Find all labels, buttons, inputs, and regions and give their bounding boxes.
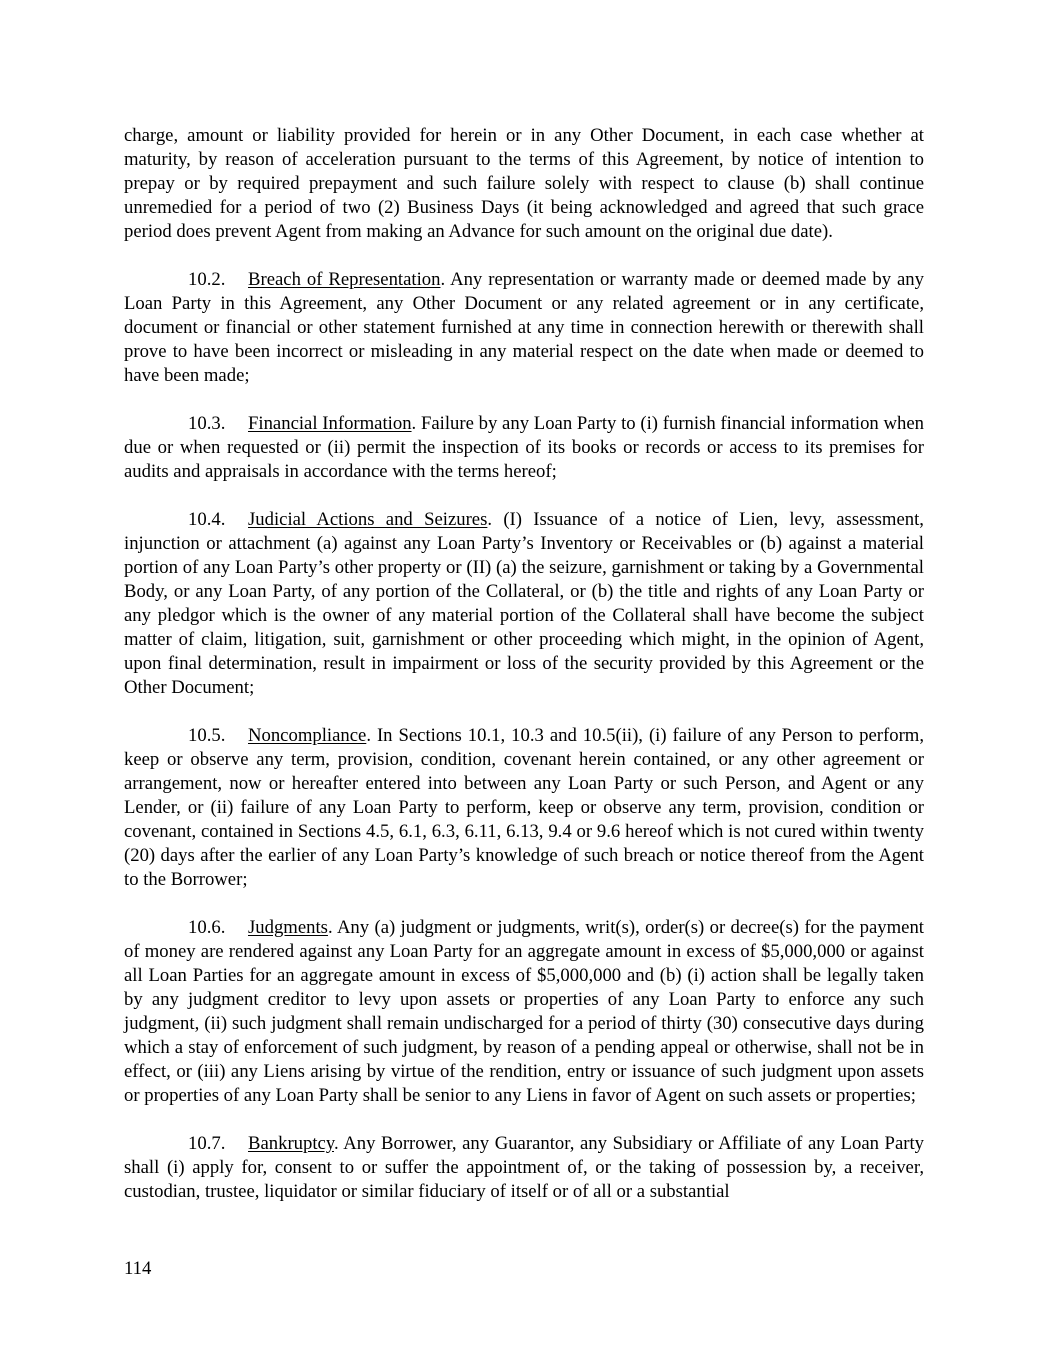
section-number: 10.7. bbox=[188, 1133, 226, 1154]
section-number: 10.2. bbox=[188, 269, 226, 290]
section-10-7 bbox=[124, 1132, 924, 1204]
section-title: Breach of Representation bbox=[248, 269, 441, 290]
section-body: . Any representation or warranty made or deemed made by any Loan Party in this Agreement, any Other Document or any related agreement or in any certificate, document or financial or other statement furnished at any time in connection herewith or therewith shall prove to have been incorrect or misleading in any material respect on the date when made or deemed to have been made; bbox=[124, 269, 924, 386]
section-10-5 bbox=[124, 724, 924, 892]
section-body: . (I) Issuance of a notice of Lien, levy, assessment, injunction or attachment (a) against any Loan Party’s Inventory or Receivables or (b) against a material portion of any Loan Party’s other property or (II) (a) the seizure, garnishment or taking by a Governmental Body, or any Loan Party, of any portion of the Collateral, or (b) the title and rights of any Loan Party or any pledgor which is the owner of any material portion of the Collateral shall have become the subject matter of claim, litigation, suit, garnishment or other proceeding which might, in the opinion of Agent, upon final determination, result in impairment or loss of the security provided by this Agreement or the Other Document; bbox=[124, 509, 924, 698]
section-number: 10.3. bbox=[188, 413, 226, 434]
section-number: 10.4. bbox=[188, 509, 226, 530]
continuation-paragraph: charge, amount or liability provided for herein or in any Other Document, in each case whether at maturity, by reason of acceleration pursuant to the terms of this Agreement, by notice of intention to prepay or by required prepayment and such failure solely with respect to clause (b) shall continue unremedied for a period of two (2) Business Days (it being acknowledged and agreed that such grace period does prevent Agent from making an Advance for such amount on the original due date). bbox=[124, 125, 924, 242]
section-title: Judicial Actions and Seizures bbox=[248, 509, 488, 530]
section-body: . Any Borrower, any Guarantor, any Subsidiary or Affiliate of any Loan Party shall (i) apply for, consent to or suffer the appointment of, or the taking of possession by, a receiver, custodian, trustee, liquidator or similar fiduciary of itself or of all or a substantial bbox=[124, 1133, 924, 1202]
section-number: 10.6. bbox=[188, 917, 226, 938]
section-number: 10.5. bbox=[188, 725, 226, 746]
section-title: Noncompliance bbox=[248, 725, 367, 746]
section-10-4 bbox=[124, 508, 924, 700]
section-body: . In Sections 10.1, 10.3 and 10.5(ii), (i) failure of any Person to perform, keep or observe any term, provision, condition, covenant herein contained, or any other agreement or arrangement, now or hereafter entered into between any Loan Party or such Person, and Agent or any Lender, or (ii) failure of any Loan Party to perform, keep or observe any term, provision, condition or covenant, contained in Sections 4.5, 6.1, 6.3, 6.11, 6.13, 9.4 or 9.6 hereof which is not cured within twenty (20) days after the earlier of any Loan Party’s knowledge of such breach or notice thereof from the Agent to the Borrower; bbox=[124, 725, 924, 890]
section-10-6 bbox=[124, 916, 924, 1108]
section-10-2 bbox=[124, 268, 924, 388]
section-body: . Any (a) judgment or judgments, writ(s), order(s) or decree(s) for the payment of money are rendered against any Loan Party for an aggregate amount in excess of $5,000,000 or against all Loan Parties for an aggregate amount in excess of $5,000,000 and (b) (i) action shall be legally taken by any judgment creditor to levy upon assets or properties of any Loan Party to enforce any such judgment, (ii) such judgment shall remain undischarged for a period of thirty (30) consecutive days during which a stay of enforcement of such judgment, by reason of a pending appeal or otherwise, shall not be in effect, or (iii) any Liens arising by virtue of the rendition, entry or issuance of such judgment upon assets or properties of any Loan Party shall be senior to any Liens in favor of Agent on such assets or properties; bbox=[124, 917, 924, 1106]
section-title: Judgments bbox=[248, 917, 328, 938]
document-page bbox=[124, 124, 924, 1228]
section-body: . Failure by any Loan Party to (i) furnish financial information when due or when requested or (ii) permit the inspection of its books or records or access to its premises for audits and appraisals in accordance with the terms hereof; bbox=[124, 413, 924, 482]
page-number: 114 bbox=[124, 1258, 152, 1279]
section-title: Bankruptcy bbox=[248, 1133, 334, 1154]
section-title: Financial Information bbox=[248, 413, 412, 434]
section-10-3 bbox=[124, 412, 924, 484]
